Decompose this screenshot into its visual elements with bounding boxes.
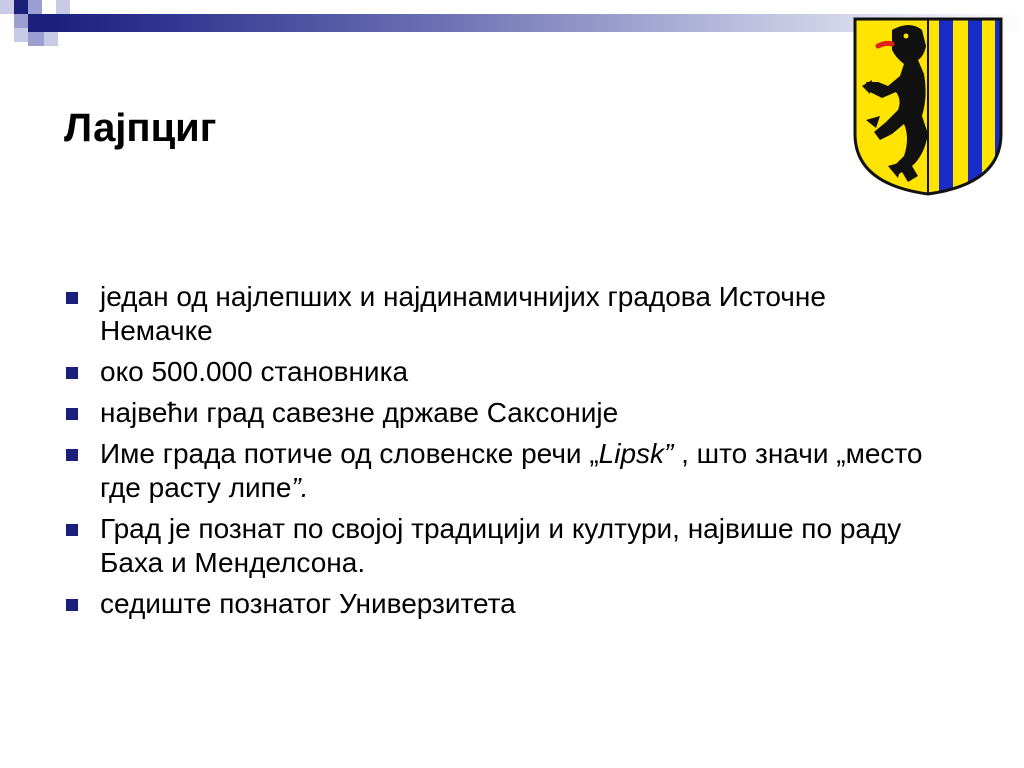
bullet-square-icon [66,599,78,611]
bullet-text: седиште познатог Универзитета [100,588,516,619]
deco-square [14,0,28,14]
deco-square [28,14,44,32]
bullet-list [64,280,944,628]
bullet-text: највећи град савезне државе Саксоније [100,397,619,428]
list-item [64,587,944,621]
list-item [64,512,944,580]
deco-square [0,0,14,14]
deco-square [28,32,44,46]
list-item [64,280,944,348]
bullet-square-icon [66,292,78,304]
bullet-square-icon [66,524,78,536]
bullet-italic-end: ”. [291,472,309,503]
bullet-text-part: Име града потиче од словенске речи „ [100,438,599,469]
list-item [64,437,944,505]
bullet-text: око 500.000 становника [100,356,409,387]
bullet-square-icon [66,367,78,379]
deco-square [28,0,42,14]
deco-square [14,28,28,42]
bullet-italic-word: Lipsk” [598,438,682,469]
deco-square [56,0,70,14]
bullet-square-icon [66,408,78,420]
list-item [64,355,944,389]
deco-square [14,14,28,28]
leipzig-coat-of-arms-icon [852,16,1004,196]
deco-square [44,32,58,46]
bullet-square-icon [66,449,78,461]
bullet-text: Град је познат по својој традицији и култури, највише по раду Баха и Менделсона. [100,513,902,578]
bullet-text: један од најлепших и најдинамичнијих градова Источне Немачке [100,281,826,346]
slide-title: Лајпциг [64,106,217,150]
bullet-text-part: , што значи „место где расту липе [100,438,923,503]
list-item [64,396,944,430]
